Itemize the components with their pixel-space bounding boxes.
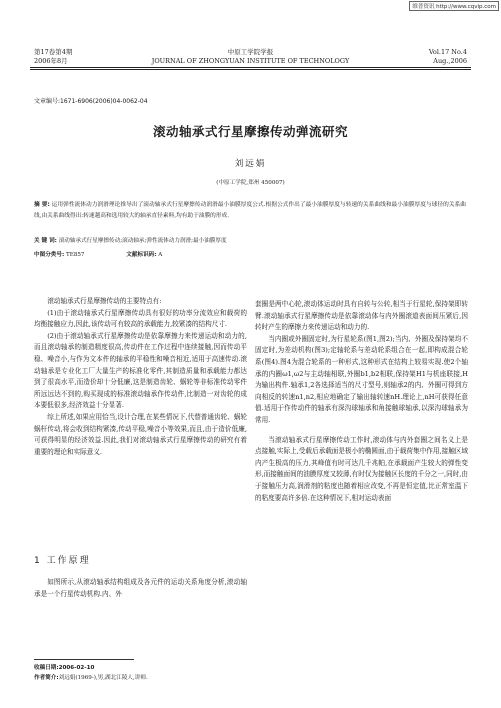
keywords — [34, 237, 466, 246]
footnote-received — [34, 664, 94, 672]
abstract-text: 运用弹性流体动力润滑理论推导出了滚动轴承式行星摩擦传动润滑最小油膜厚度公式.根据公式作出了最小油膜厚度与转速的关系曲线和最小油膜厚度与球径的关系曲线,由关系曲线得出:转速越高和选用较大的轴承直径素料,均有助于油膜的形成. — [34, 202, 466, 219]
footnote-author — [34, 674, 148, 682]
header-volume: 第17卷第4期 — [34, 48, 73, 56]
left-column — [34, 296, 247, 458]
left-paragraph: 综上所述,如果应用恰当,设计合理,在某些情况下,代替普通齿轮、蜗轮蜗杆传动,将会收到结构紧凑,传动平稳,噪音小等效果,而且,由于造价低廉,可获得明显的经济效益.因此,我们对滚动轴承式行星摩擦传动的研究有着重要的理论和实际意义. — [34, 412, 247, 456]
classification-value: TE857 — [66, 252, 85, 258]
doc-code-value: A — [158, 252, 163, 258]
header-date-en: Aug.,2006 — [433, 57, 467, 65]
header-date: 2006年8月 — [34, 57, 68, 65]
classification-label: 中图分类号: — [34, 252, 65, 258]
abstract — [34, 200, 466, 222]
keywords-label: 关 键 词: — [34, 238, 57, 244]
right-paragraph: 当内圈或外圈固定时,为行星轮系(图1,图2);当内、外圈及保持架均不固定时,为差动机构(图3);定轴轮系与差动轮系组合在一起,即构成混合轮系(图4).图4为混合轮系的一种形式,这种形式在结构上较易实现.使2个轴承的内圈ω1,ω2与主动轴相联,外圈b1,b2相联,保持架H1与机座联接,H为输出构件.轴承1,2各选择适当的尺寸型号,则轴承2的内、外圈可得到方向相反的转速n1,n2,相应地确定了输出轴转速nH.理论上,nH可获得任意值.适用于作传动件的轴承有深沟球轴承和角接触球轴承,以深沟球轴承为常用. — [255, 334, 468, 424]
doc-code-label: 文献标识码: — [126, 252, 157, 258]
section-body — [34, 577, 247, 600]
article-number: 文章编号:1671-6906(2006)04-0062-04 — [34, 98, 148, 105]
right-paragraph: 套圈是两中心轮,滚动体运动时具有自转与公转,相当于行星轮,保持架即转臂.滚动轴承式行星摩擦传动是依靠滚动体与内外圈滚道表面间压紧后,因转时产生的摩擦力来传递运动和动力的. — [255, 300, 468, 332]
right-column — [255, 299, 468, 504]
left-paragraph: (2)由于滚动轴承式行星摩擦传动是依靠摩擦力来传递运动和动力的,而且滚动轴承的制造精度很高,传动件在工作过程中连续接触,因而传动平稳、噪音小,与作为文本件的轴承的平稳性和噪音相近,适用于高速传动.滚动轴承是专业化工厂大量生产的标准化零件,其制造质量和承载能力都达到了很高水平,而造价却十分低廉,这是制造齿轮、蜗轮等非标准传动零件所远远达不到的,购买现成的标准滚动轴承作传动件,比制造一对齿轮的成本要低很多,经济效益十分显著. — [34, 331, 247, 410]
classification — [34, 251, 162, 260]
paper-author: 刘远娟 — [234, 159, 267, 169]
header-journal-cn: 中原工学院学报 — [227, 48, 274, 56]
watermark-stamp[interactable]: 维普资讯 http://www.cqvip.com — [409, 1, 499, 11]
abstract-label: 摘 要: — [34, 202, 50, 208]
left-paragraph: 滚动轴承式行星摩擦传动的主要特点有: — [47, 297, 162, 305]
author-bio-label: 作者简介: — [34, 675, 59, 681]
author-bio-text: 刘远娟(1969-),男,湖北江陵人,讲师. — [58, 675, 148, 681]
header-journal-en: JOURNAL OF ZHONGYUAN INSTITUTE OF TECHNOLOGY — [151, 57, 350, 65]
paper-affiliation: (中原工学院,郑州 450007) — [216, 180, 285, 186]
keywords-text: 滚动轴承式行星摩擦传动;滚动轴承;弹性流体动力润滑;最小油膜厚度 — [58, 238, 227, 244]
paper-title: 滚动轴承式行星摩擦传动弹流研究 — [152, 124, 348, 139]
received-date: 收稿日期:2006-02-10 — [34, 665, 95, 671]
header-rule-bottom — [30, 69, 471, 70]
footnote-rule — [34, 659, 134, 660]
left-paragraph: (1)由于滚动轴承式行星摩擦传动具有很好的功率分流效应和载荷的均衡接触应力,因此,该传动可有较高的承载能力,较紧凑的结构尺寸. — [34, 308, 247, 329]
right-paragraph: 当滚动轴承式行星摩擦传动工作时,滚动体与内外套圈之间名义上是点接触,实际上,受载后承载面是极小的椭圆面,由于载荷集中作用,接触区域内产生极高的压力,其峰值有时可达几千兆帕,在承载面产生较大的弹性变形,而接触面间的油膜厚度又较薄,有时仅为接触区长度的千分之一,同时,由于接触压力高,润滑剂的粘度也随着相应改变,不再是恒定值,比正常室温下的粘度要高许多倍.在这种情况下,相对运动表面 — [255, 435, 468, 502]
header-rule-top — [30, 67, 471, 68]
section-heading: 1 工作原理 — [34, 556, 91, 566]
header-volume-en: Vol.17 No.4 — [428, 48, 467, 56]
section-paragraph: 如图所示,从滚动轴承结构组成及各元件的运动关系角度分析,滚动轴承是一个行星传动机构.内、外 — [34, 578, 247, 598]
